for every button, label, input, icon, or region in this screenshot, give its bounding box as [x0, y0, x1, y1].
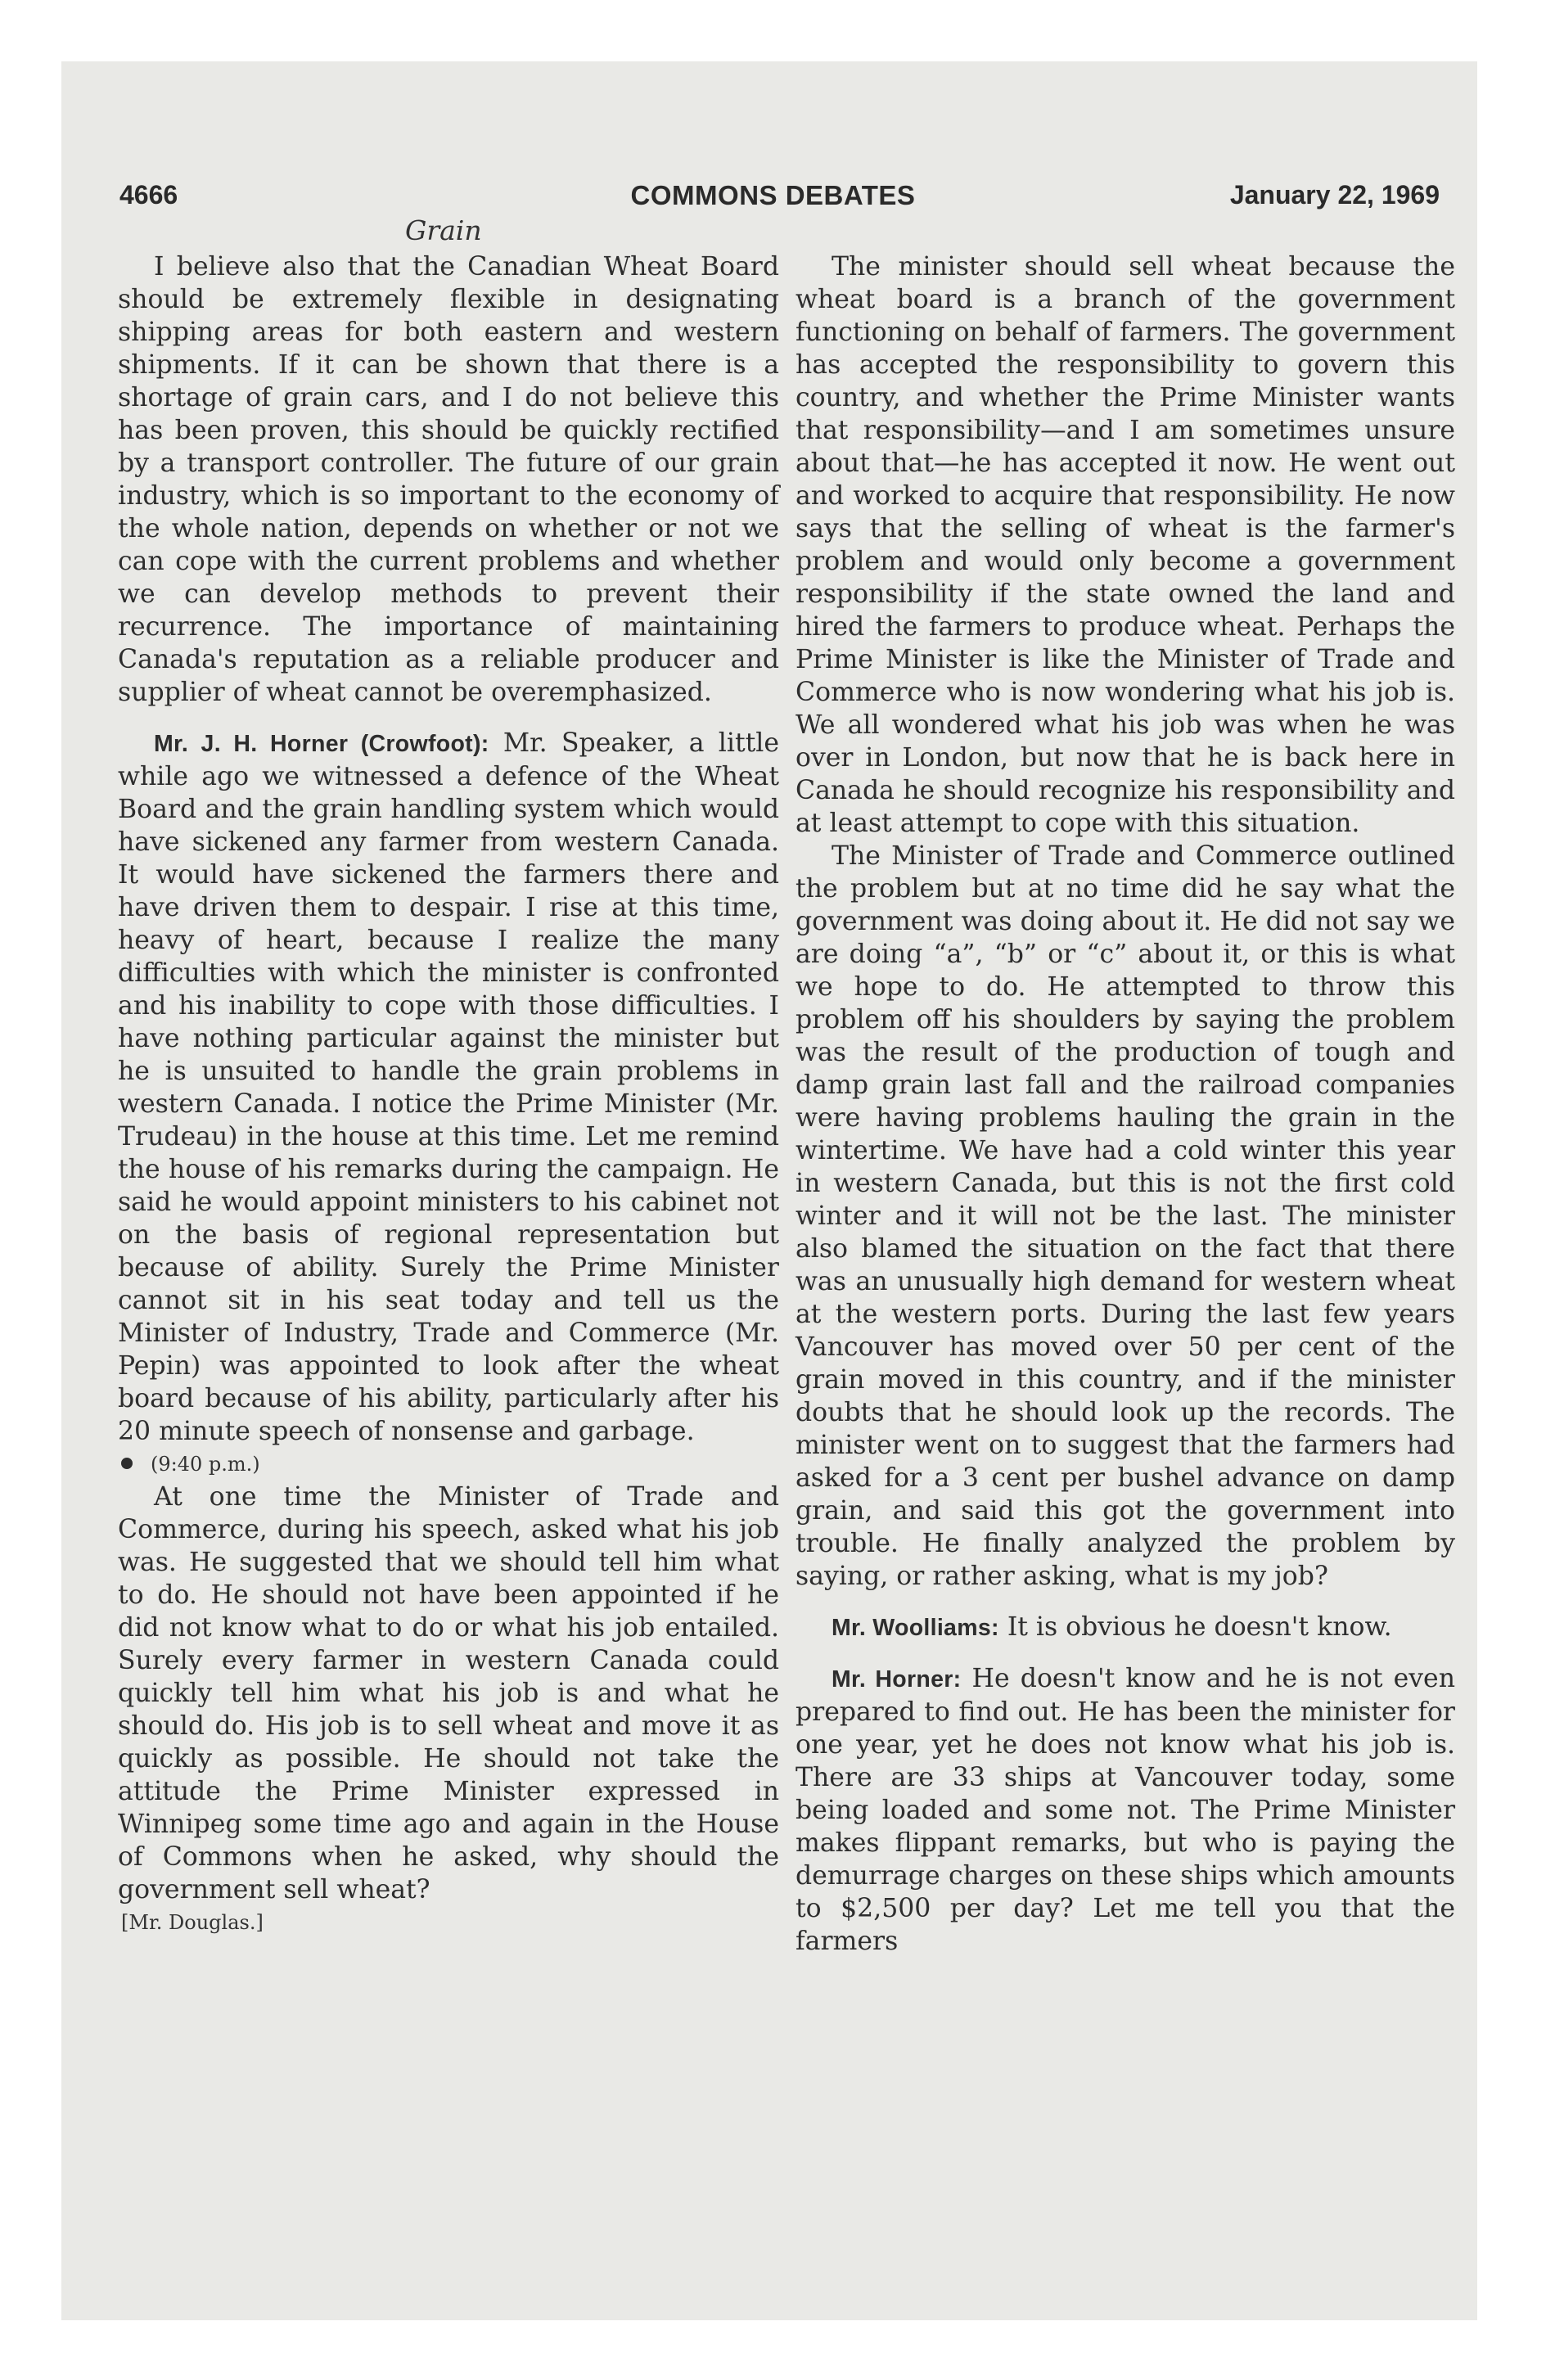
speaker-name: Mr. J. H. Horner (Crowfoot): [154, 731, 489, 757]
speaker-paragraph [796, 1611, 1455, 1644]
paragraph: The minister should sell wheat because the wheat board is a branch of the government functioning on behalf of farmers. The government has accepted the responsibility to govern this country, and whether the Prime Minister wants that responsibility—and I am sometimes unsure about that—he has accepted it now. He went out and worked to acquire that responsibility. He now says that the selling of wheat is the farmer's problem and would only become a government responsibility if the state owned the land and hired the farmers to produce wheat. Perhaps the Prime Minister is like the Minister of Trade and Commerce who is now wondering what his job is. We all wondered what his job was when he was over in London, but now that he is back here in Canada he should recognize his responsibility and at least attempt to cope with this situation. [796, 252, 1455, 838]
left-column [118, 250, 779, 1939]
right-column [796, 250, 1455, 1958]
speaker-attribution: [Mr. Douglas.] [121, 1911, 264, 1934]
subject-heading: Grain [405, 214, 482, 246]
speaker-text: He doesn't know and he is not even prepared to find out. He has been the minister for one year, yet he does not know what his job is. There are 33 ships at Vancouver today, some being loaded and some not. The Prime Minister makes flippant remarks, but who is paying the demurrage charges on these ships which amounts to $2,500 per day? Let me tell you that the farmers [796, 1664, 1455, 1956]
speaker-name: Mr. Horner: [832, 1666, 962, 1693]
publication-title: COMMONS DEBATES [630, 180, 916, 210]
speaker-paragraph [796, 1662, 1455, 1958]
time-stamp: (9:40 p.m.) [118, 1448, 779, 1481]
paragraph: I believe also that the Canadian Wheat Board should be extremely flexible in designating shipping areas for both eastern and western shipments. If it can be shown that there is a shortage of grain cars, and I do not believe this has been proven, this should be quickly rectified by a transport controller. The future of our grain industry, which is so important to the economy of the whole nation, depends on whether or not we can cope with the current problems and whether we can develop methods to prevent their recurrence. The importance of maintaining Canada's reputation as a reliable producer and supplier of wheat cannot be overemphasized. [118, 252, 779, 707]
speaker-text: It is obvious he doesn't know. [1007, 1612, 1392, 1642]
bullet-icon [121, 1458, 133, 1469]
speaker-text: Mr. Speaker, a little while ago we witnessed a defence of the Wheat Board and the grain handling system which would have sickened any farmer from western Canada. It would have sickened the farmers there and have driven them to despair. I rise at this time, heavy of heart, because I realize the many difficulties with which the minister is confronted and his inability to cope with those difficulties. I have nothing particular against the minister but he is unsuited to handle the grain problems in western Canada. I notice the Prime Minister (Mr. Trudeau) in the house at this time. Let me remind the house of his remarks during the campaign. He said he would appoint ministers to his cabinet not on the basis of regional representation but because of ability. Surely the Prime Minister cannot sit in his seat today and tell us the Minister of Industry, Trade and Commerce (Mr. Pepin) was appointed to look after the wheat board because of his ability, particularly after his 20 minute speech of nonsense and garbage. [118, 728, 779, 1446]
speaker-name: Mr. Woolliams: [832, 1615, 999, 1641]
paragraph: The Minister of Trade and Commerce outlined the problem but at no time did he say what the government was doing about it. He did not say we are doing “a”, “b” or “c” about it, or this is what we hope to do. He attempted to throw this problem off his shoulders by saying the problem was the result of the production of tough and damp grain last fall and the railroad companies were having problems hauling the grain in the wintertime. We have had a cold winter this year in western Canada, but this is not the first cold winter and it will not be the last. The minister also blamed the situation on the fact that there was an unusually high demand for western wheat at the western ports. During the last few years Vancouver has moved over 50 per cent of the grain moved in this country, and if the minister doubts that he should look up the records. The minister went on to suggest that the farmers had asked for a 3 cent per bushel advance on damp grain, and said this got the government into trouble. He finally analyzed the problem by saying, or rather asking, what is my job? [796, 841, 1455, 1591]
page-date: January 22, 1969 [1229, 180, 1440, 210]
page-number: 4666 [119, 180, 178, 210]
paragraph: At one time the Minister of Trade and Commerce, during his speech, asked what his job was. He suggested that we should tell him what to do. He should not have been appointed if he did not know what to do or what his job entailed. Surely every farmer in western Canada could quickly tell him what his job is and what he should do. His job is to sell wheat and move it as quickly as possible. He should not take the attitude the Prime Minister expressed in Winnipeg some time ago and again in the House of Commons when he asked, why should the government sell wheat? [118, 1482, 779, 1904]
speaker-paragraph [118, 727, 779, 1448]
